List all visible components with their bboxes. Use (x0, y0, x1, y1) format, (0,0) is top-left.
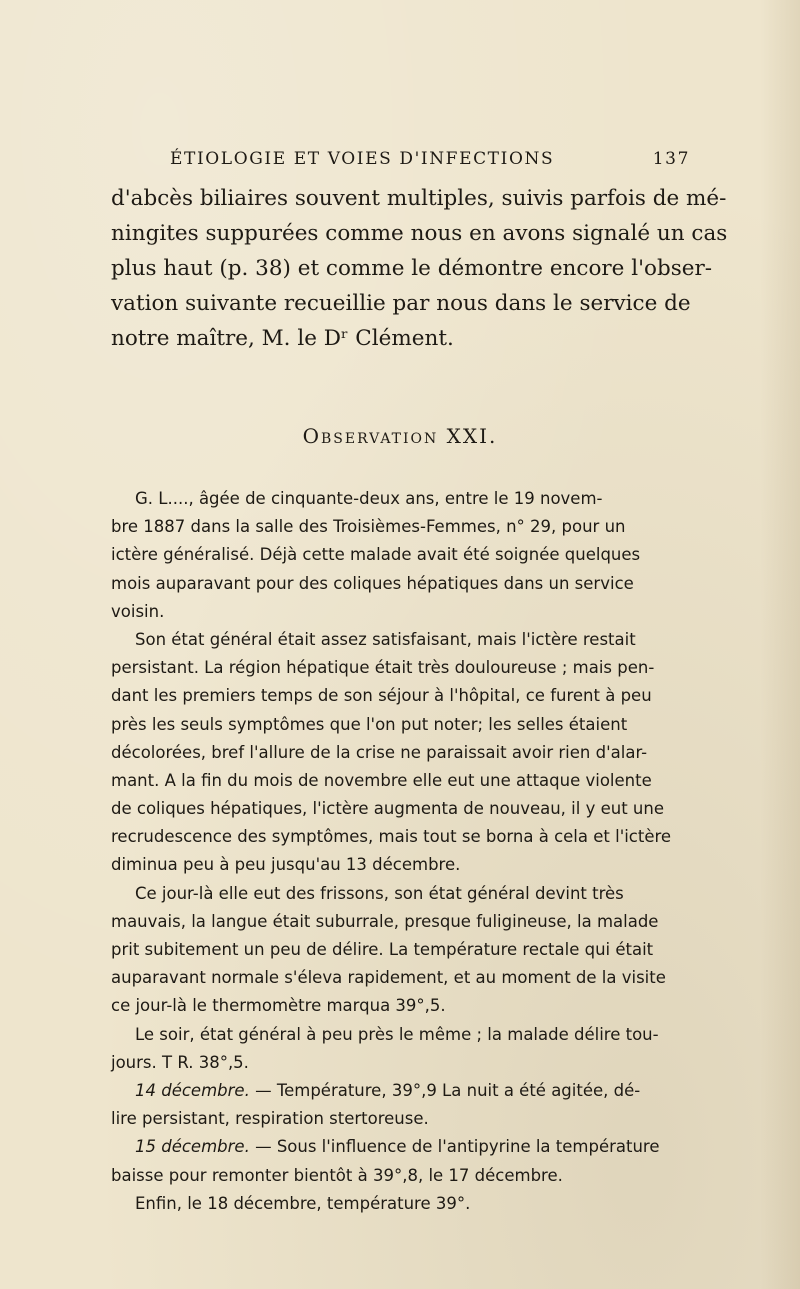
text-line: d'abcès biliaires souvent multiples, suivis parfois de mé- (111, 186, 727, 211)
text-line: vation suivante recueillie par nous dans le service de (111, 291, 691, 316)
text-line: Son état général était assez satisfaisant, mais l'ictère restait (135, 629, 636, 649)
text-line: dant les premiers temps de son séjour à l'hôpital, ce furent à peu (111, 686, 652, 706)
text-line: plus haut (p. 38) et comme le démontre encore l'obser- (111, 256, 713, 281)
text-line: voisin. (111, 601, 165, 621)
running-head-title: ÉTIOLOGIE ET VOIES D'INFECTIONS (170, 149, 555, 169)
entry-date: 14 décembre. (135, 1080, 250, 1100)
dated-entry-line (111, 1133, 686, 1161)
text-line: lire persistant, respiration stertoreuse. (111, 1109, 429, 1129)
text-line: décolorées, bref l'allure de la crise ne paraissait avoir rien d'alar- (111, 742, 648, 762)
text-line: notre maître, M. le Dʳ Clément. (111, 326, 454, 351)
observation-body (111, 485, 686, 1218)
text-line: près les seuls symptômes que l'on put noter; les selles étaient (111, 714, 628, 734)
text-line: auparavant normale s'éleva rapidement, et au moment de la visite (111, 968, 666, 988)
text-line: diminua peu à peu jusqu'au 13 décembre. (111, 855, 461, 875)
page-number: 137 (652, 149, 690, 169)
running-head (170, 149, 690, 173)
observation-title: Observation XXI. (302, 424, 498, 448)
text-line: ce jour-là le thermomètre marqua 39°,5. (111, 996, 446, 1016)
text-line: Le soir, état général à peu près le même ; la malade délire tou- (135, 1024, 659, 1044)
text-line: ningites suppurées comme nous en avons signalé un cas (111, 221, 728, 246)
text-line: mant. A la fin du mois de novembre elle eut une attaque violente (111, 770, 652, 790)
text-line: persistant. La région hépatique était très douloureuse ; mais pen- (111, 658, 655, 678)
text-line: jours. T R. 38°,5. (111, 1052, 249, 1072)
entry-date: 15 décembre. (135, 1137, 250, 1157)
text-line: G. L...., âgée de cinquante-deux ans, entre le 19 novem- (135, 489, 603, 508)
text-line: Ce jour-là elle eut des frissons, son état général devint très (135, 883, 624, 903)
page-edge-shadow (760, 0, 800, 1289)
text-line: prit subitement un peu de délire. La température rectale qui était (111, 940, 654, 959)
text-line: ictère généralisé. Déjà cette malade avait été soignée quelques (111, 545, 641, 565)
text-line: baisse pour remonter bientôt à 39°,8, le 17 décembre. (111, 1165, 563, 1185)
text-line: de coliques hépatiques, l'ictère augmenta de nouveau, il y eut une (111, 799, 664, 819)
intro-paragraph (111, 181, 728, 356)
entry-text: — Sous l'influence de l'antipyrine la température (249, 1137, 660, 1157)
text-line: bre 1887 dans la salle des Troisièmes-Femmes, n° 29, pour un (111, 517, 626, 537)
dated-entry-line (111, 1077, 686, 1105)
entry-text: — Température, 39°,9 La nuit a été agitée, dé- (249, 1080, 641, 1100)
text-line: recrudescence des symptômes, mais tout se borna à cela et l'ictère (111, 827, 672, 847)
text-line: Enfin, le 18 décembre, température 39°. (135, 1193, 471, 1213)
text-line: mauvais, la langue était suburrale, presque fuligineuse, la malade (111, 911, 659, 931)
text-line: mois auparavant pour des coliques hépatiques dans un service (111, 573, 634, 593)
